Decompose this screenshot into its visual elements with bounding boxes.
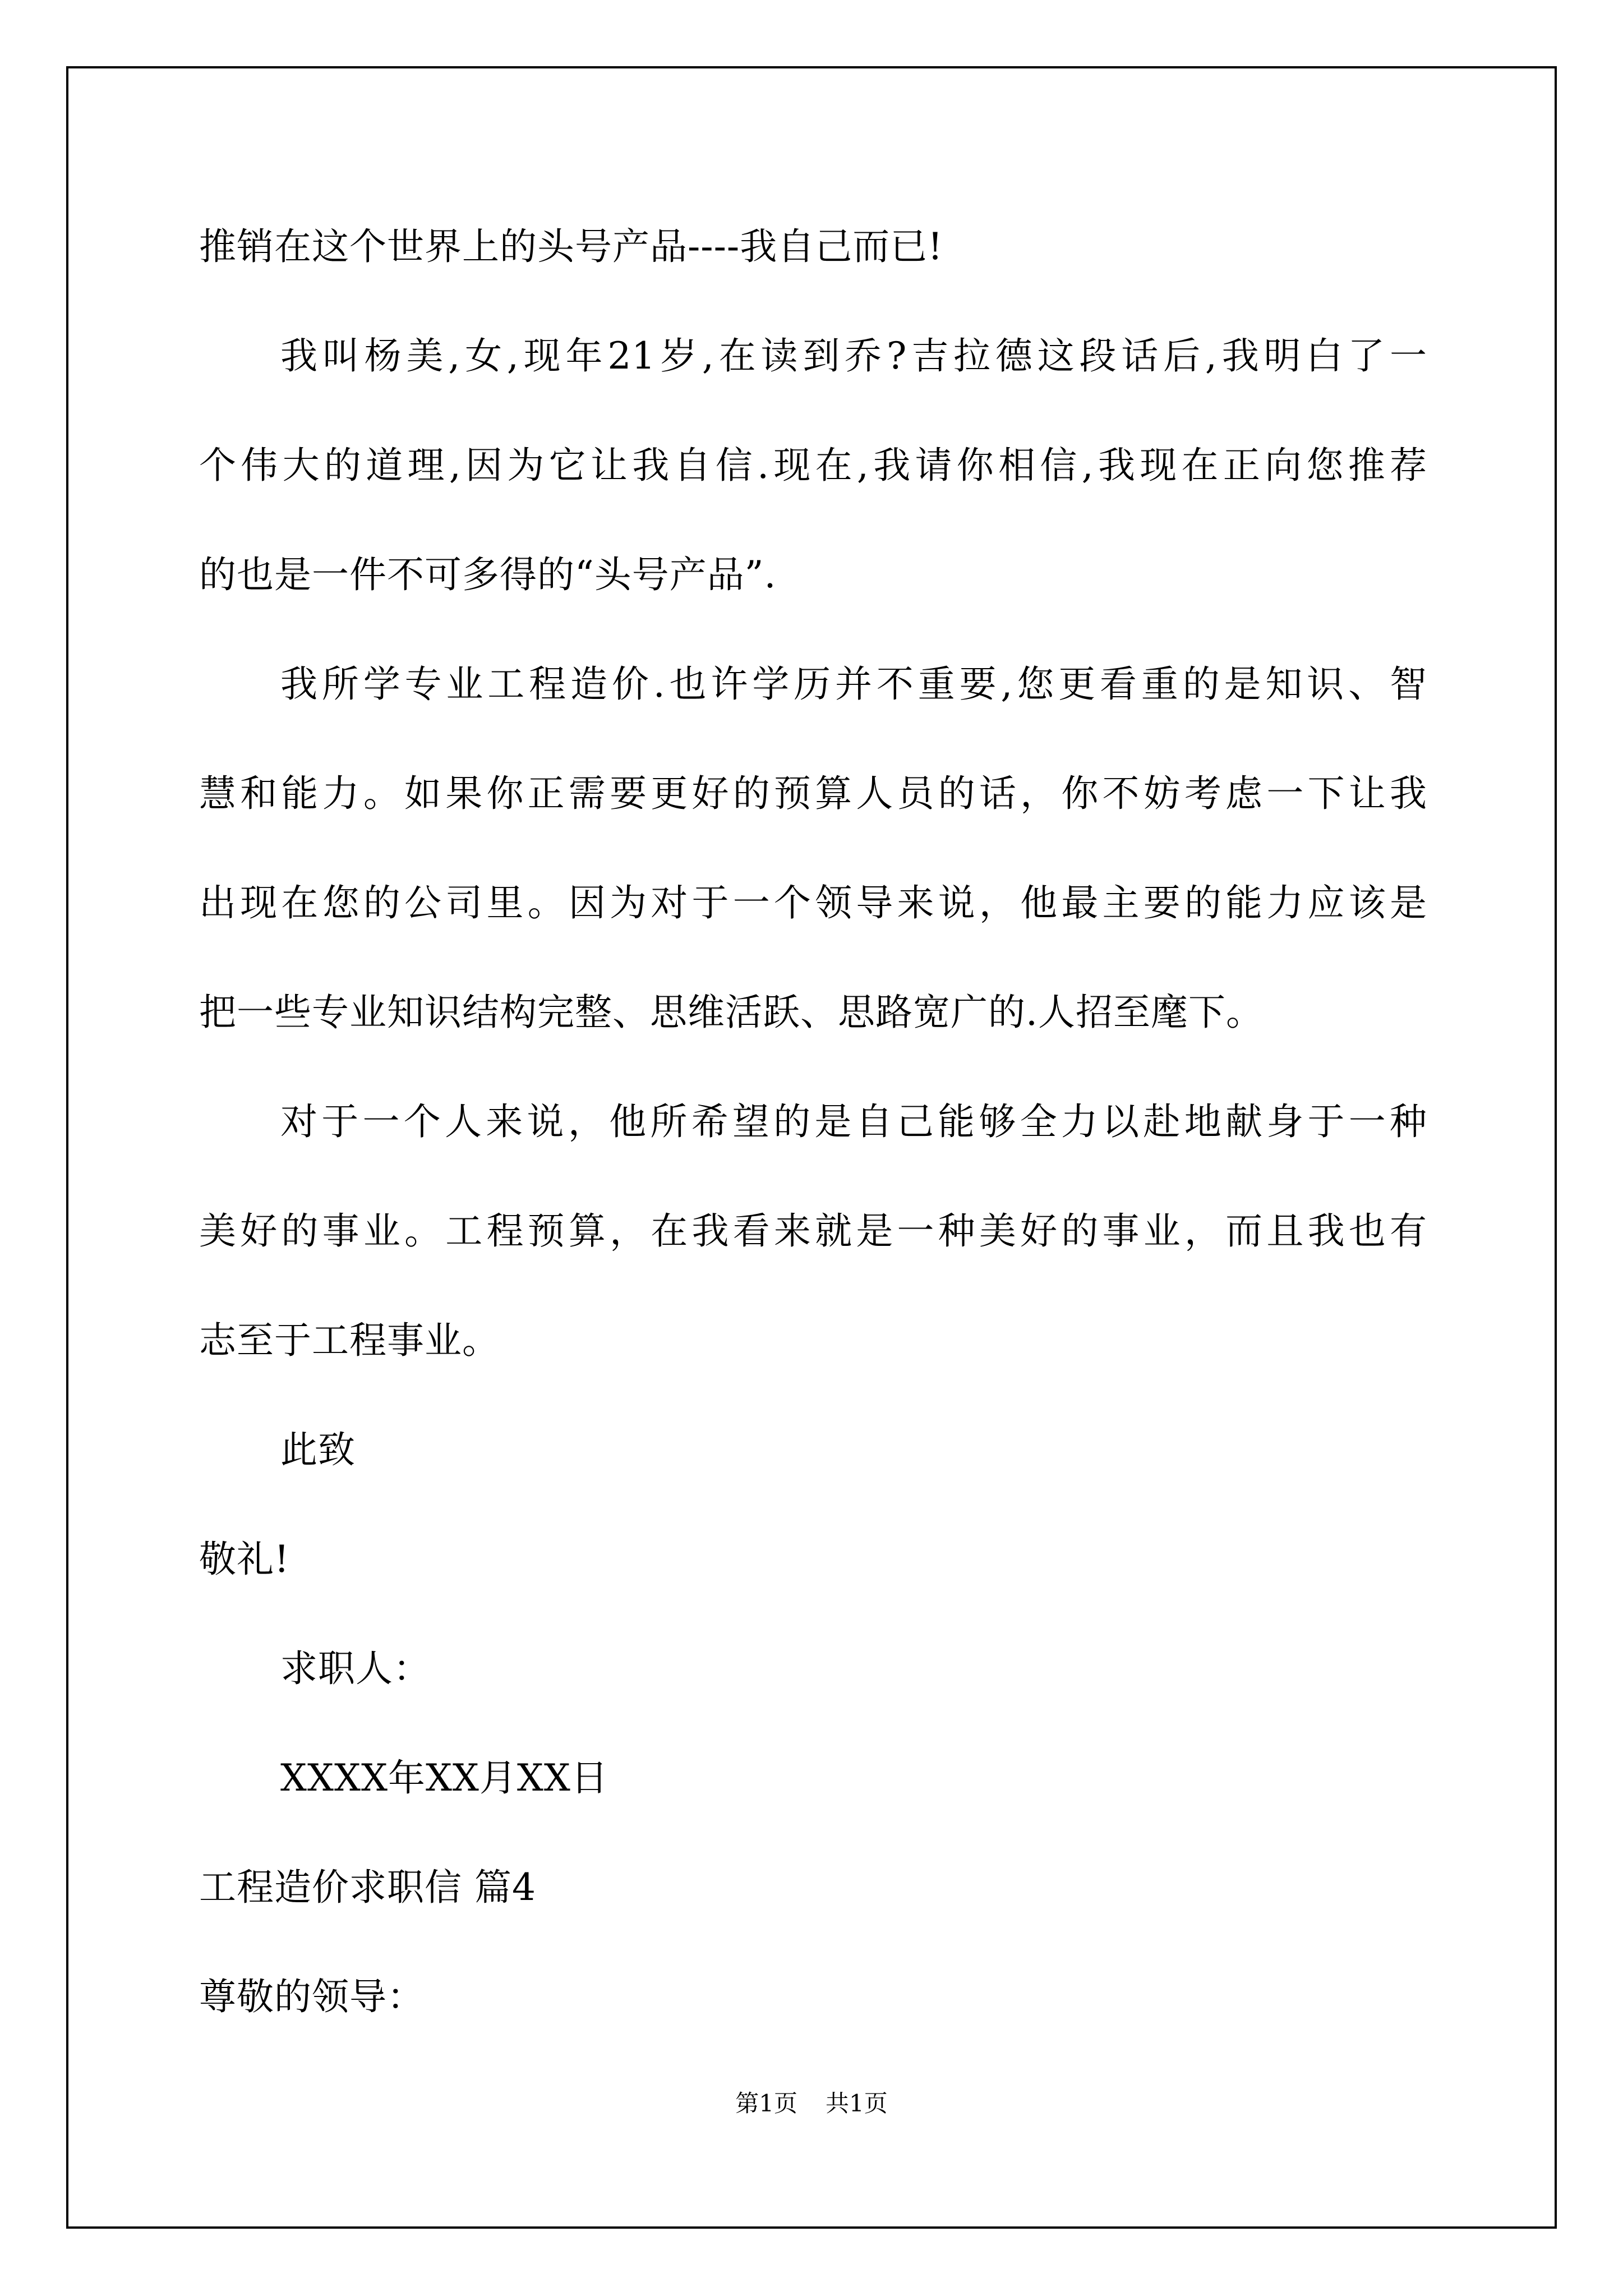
page-total: 共1页 [826, 2090, 888, 2117]
text-line-4: 的也是一件不可多得的“头号产品”. [199, 553, 777, 596]
closing-regards: 敬礼! [199, 1538, 290, 1581]
text-line-8: 把一些专业知识结构完整、思维活跃、思路宽广的.人招至麾下。 [199, 991, 1264, 1034]
text-line-10: 美好的事业。工程预算，在我看来就是一种美好的事业，而且我也有 [199, 1209, 1427, 1253]
closing-salutation: 此致 [280, 1428, 356, 1471]
date-line: XXXX年XX月XX日 [280, 1756, 608, 1800]
section-title: 工程造价求职信 篇4 [199, 1866, 536, 1909]
text-line-6: 慧和能力。如果你正需要更好的预算人员的话，你不妨考虑一下让我 [199, 772, 1427, 815]
applicant-label: 求职人： [280, 1647, 431, 1690]
text-line-3: 个伟大的道理,因为它让我自信.现在,我请你相信,我现在正向您推荐 [199, 444, 1427, 487]
text-line-2: 我叫杨美,女,现年21岁,在读到乔?吉拉德这段话后,我明白了一 [280, 334, 1427, 378]
greeting-line: 尊敬的领导： [199, 1975, 425, 2018]
text-line-9: 对于一个人来说，他所希望的是自己能够全力以赴地献身于一种 [280, 1100, 1427, 1143]
text-line-11: 志至于工程事业。 [199, 1319, 500, 1362]
text-line-7: 出现在您的公司里。因为对于一个领导来说，他最主要的能力应该是 [199, 881, 1427, 924]
page-number: 第1页 [735, 2090, 797, 2117]
text-line-5: 我所学专业工程造价.也许学历并不重要,您更看重的是知识、智 [280, 662, 1427, 706]
text-line-1: 推销在这个世界上的头号产品----我自己而已! [199, 225, 943, 268]
page-footer [0, 2087, 1623, 2120]
